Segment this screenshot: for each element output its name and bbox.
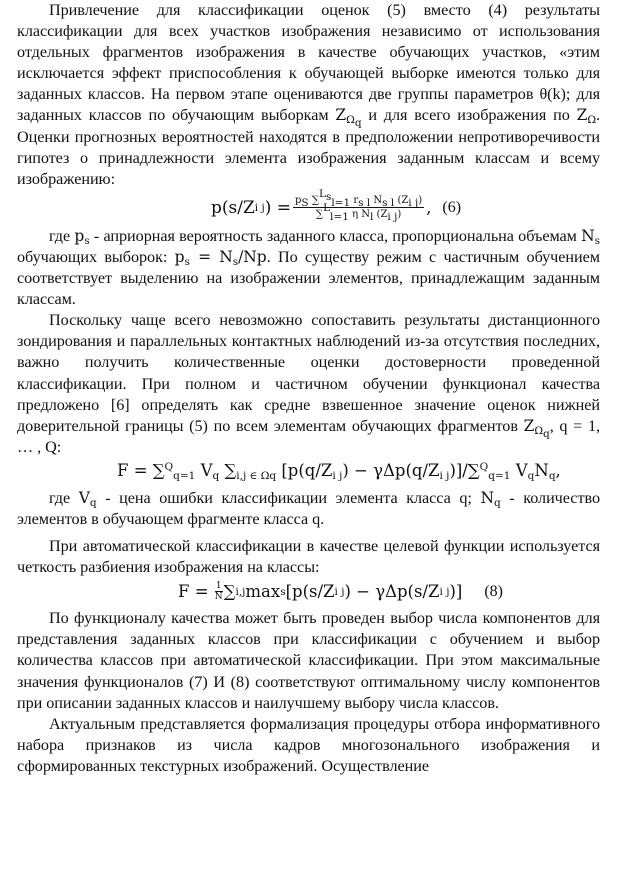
paragraph-1: Привлечение для классификации оценок (5) вместо (4) результаты классификации для всех участков изображения независимо от использования отдельных фрагментов изображения в качестве обучающих участков, «этим исключается эффект приспособления к обучающей выборке имеются только для заданных классов. На первом этапе оцениваются две группы параметров θ(k); для заданных классов по обучающим выборкам $Z_{\Omega_q}$ и для всего изображения по $Z_\Omega$. Оценки прогнозных вероятностей находятся в предположении непротиворечивости гипотез о принадлежности элемента изображения заданным классам и всему изображению:: [17, 1, 600, 188]
paragraph-4: где $V_q$ - цена ошибки классификации элемента класса q; $N_q$ - количество элементов в обучающем фрагменте класса q.: [17, 488, 600, 528]
equation-8-fraction: $\frac{1}{N}$: [214, 581, 223, 603]
equation-6-fraction: $\frac{p_S \sum^{L_s}_{l=1} r_{s l} N_{s l} (Z_{i j})}{\sum^L_{l=1} \eta N_l (Z_{i j})}$: [295, 188, 423, 224]
equation-number-8: (8): [484, 582, 503, 600]
paragraph-7: Актуальным представляется формализация процедуры отбора информативного набора признаков из числа кадров многозонального изображения и сформированных текстурных изображений. Осуществление: [17, 714, 600, 775]
paragraph-5: При автоматической классификации в качестве целевой функции используется четкость разбиения изображения на классы:: [17, 537, 600, 577]
equation-8: F = $\frac{1}{N}$ ∑ i,j max s [p(s/Z i j ) − γΔp(s/Z i j )] (8): [178, 581, 503, 603]
equation-7: F = ∑$^Q_{q=1}$ $V_q$ $\sum_{i,j \in \Omega q}$ $[p(q/Z_{i j}) - \gamma\Delta p(q/Z_{i j})]/\sum^Q_{q=1}$ $V_qN_q$,: [117, 460, 561, 482]
equation-number-6: (6): [442, 198, 462, 216]
equation-6: p(s/Z i j ) = $\frac{p_S \sum^{L_s}_{l=1} r_{s l} N_{s l} (Z_{i j})}{\sum^L_{l=1} \eta N_l (Z_{i j})}$ , (6): [211, 188, 462, 224]
inline-formula: $Z_{\Omega_q}$: [335, 106, 362, 130]
inline-formula: $Z_\Omega$: [576, 106, 596, 127]
paragraph-3: Поскольку чаще всего невозможно сопоставить результаты дистанционного зондирования и параллельных контактных наблюдений из-за отсутствия последних, важно получить количественные оценки достоверности проведенной классификации. При полном и частичном обучении функционал качества предложено [6] определять как средне взвешенное значение оценок нижней доверительной границы (5) по всем элементам обучающих фрагментов $Z_{\Omega_q}$, q = 1, … , Q:: [17, 311, 601, 456]
paragraph-6: По функционалу качества может быть проведен выбор числа компонентов для представления заданных классов при классификации с обучением и выбор количества классов при автоматической классификации. При этом максимальные значения функционалов (7) И (8) соответствуют оптимальному числу компонентов при описании заданных классов и наилучшему выбору числа классов.: [17, 609, 600, 712]
paragraph-2: где $p_s$ - априорная вероятность заданного класса, пропорциональна объемам $N_s$ обучающих выборок: $p_s = N_s/Np$. По существу режим с частичным обучением соответствует выделению на изображении элементов, принадлежащим заданным классам.: [17, 226, 600, 309]
